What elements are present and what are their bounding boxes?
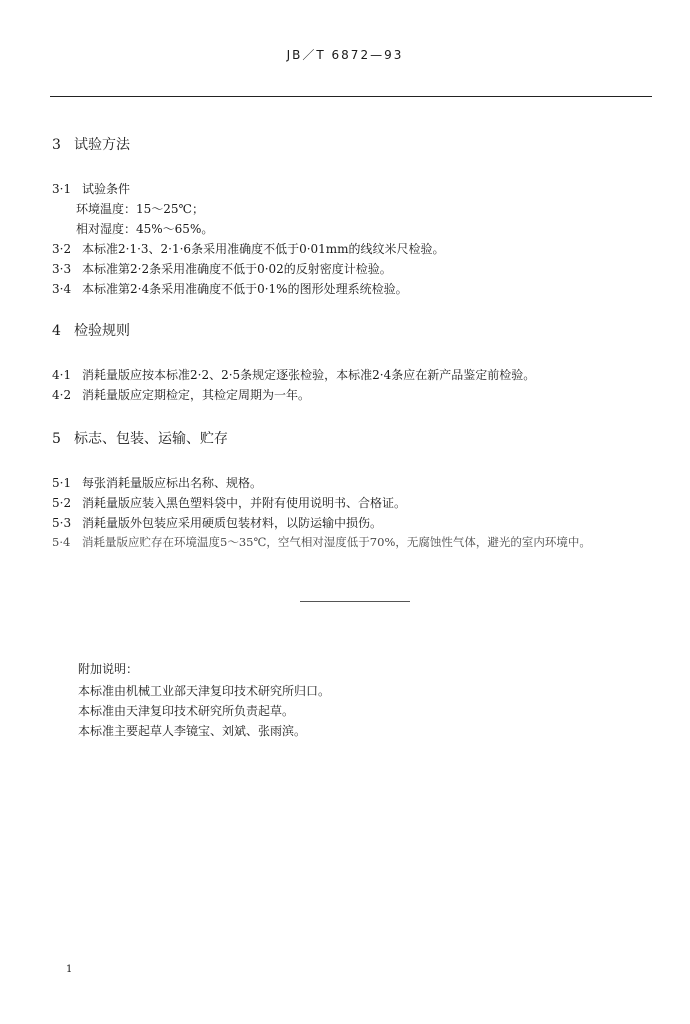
clause-number: 3·2: [52, 242, 72, 256]
section-number: 4: [52, 323, 61, 339]
clause-5-3: [52, 514, 382, 531]
clause-number: 5·2: [52, 496, 72, 510]
section-5-heading: [52, 428, 228, 448]
clause-text: 消耗量版应定期检定，其检定周期为一年。: [82, 388, 311, 402]
clause-number: 3·3: [52, 262, 72, 276]
clause-text: 消耗量版应按本标准2·2、2·5条规定逐张检验，本标准2·4条应在新产品鉴定前检验。: [82, 368, 536, 382]
section-4-heading: [52, 320, 130, 340]
header-rule: [50, 96, 652, 97]
section-title: 标志、包装、运输、贮存: [74, 431, 228, 447]
clause-number: 5·4: [52, 535, 71, 549]
clause-text: 每张消耗量版应标出名称、规格。: [82, 476, 263, 490]
clause-text: 试验条件: [82, 182, 131, 196]
notes-line-3: 本标准主要起草人李镜宝、刘斌、张雨滨。: [78, 724, 307, 738]
section-title: 检验规则: [74, 323, 130, 339]
condition-temperature: 环境温度：15～25℃；: [76, 202, 204, 216]
clause-3-1: [52, 180, 130, 197]
clause-number: 3·4: [52, 282, 72, 296]
clause-3-3: [52, 260, 392, 277]
clause-number: 5·1: [52, 476, 72, 490]
clause-3-2: [52, 240, 445, 257]
clause-5-1: [52, 474, 262, 491]
clause-text: 消耗量版应装入黑色塑料袋中，并附有使用说明书、合格证。: [82, 496, 407, 510]
clause-number: 5·3: [52, 516, 72, 530]
section-title: 试验方法: [74, 137, 130, 153]
end-divider: [300, 601, 410, 602]
clause-5-2: [52, 494, 406, 511]
clause-4-2: [52, 386, 310, 403]
notes-line-2: 本标准由天津复印技术研究所负责起草。: [78, 704, 295, 718]
section-number: 3: [52, 137, 61, 153]
page-number: 1: [66, 964, 73, 975]
clause-text: 本标准2·1·3、2·1·6条采用准确度不低于0·01mm的线纹米尺检验。: [82, 242, 445, 256]
clause-text: 消耗量版外包装应采用硬质包装材料，以防运输中损伤。: [82, 516, 383, 530]
clause-5-4: [52, 534, 591, 550]
notes-line-1: 本标准由机械工业部天津复印技术研究所归口。: [78, 684, 331, 698]
condition-humidity: 相对湿度：45%～65%。: [76, 222, 214, 236]
clause-text: 消耗量版应贮存在环境温度5～35℃，空气相对湿度低于70%，无腐蚀性气体，避光的室内环境中。: [82, 535, 591, 549]
clause-4-1: [52, 366, 535, 383]
clause-number: 4·2: [52, 388, 72, 402]
clause-text: 本标准第2·2条采用准确度不低于0·02的反射密度计检验。: [82, 262, 392, 276]
clause-3-4: [52, 280, 408, 297]
clause-number: 3·1: [52, 182, 72, 196]
document-code-header: JB／T 6872—93: [286, 48, 404, 62]
section-3-heading: [52, 134, 130, 154]
notes-title: 附加说明：: [78, 662, 139, 676]
clause-text: 本标准第2·4条采用准确度不低于0·1%的图形处理系统检验。: [82, 282, 408, 296]
clause-number: 4·1: [52, 368, 72, 382]
section-number: 5: [52, 431, 61, 447]
